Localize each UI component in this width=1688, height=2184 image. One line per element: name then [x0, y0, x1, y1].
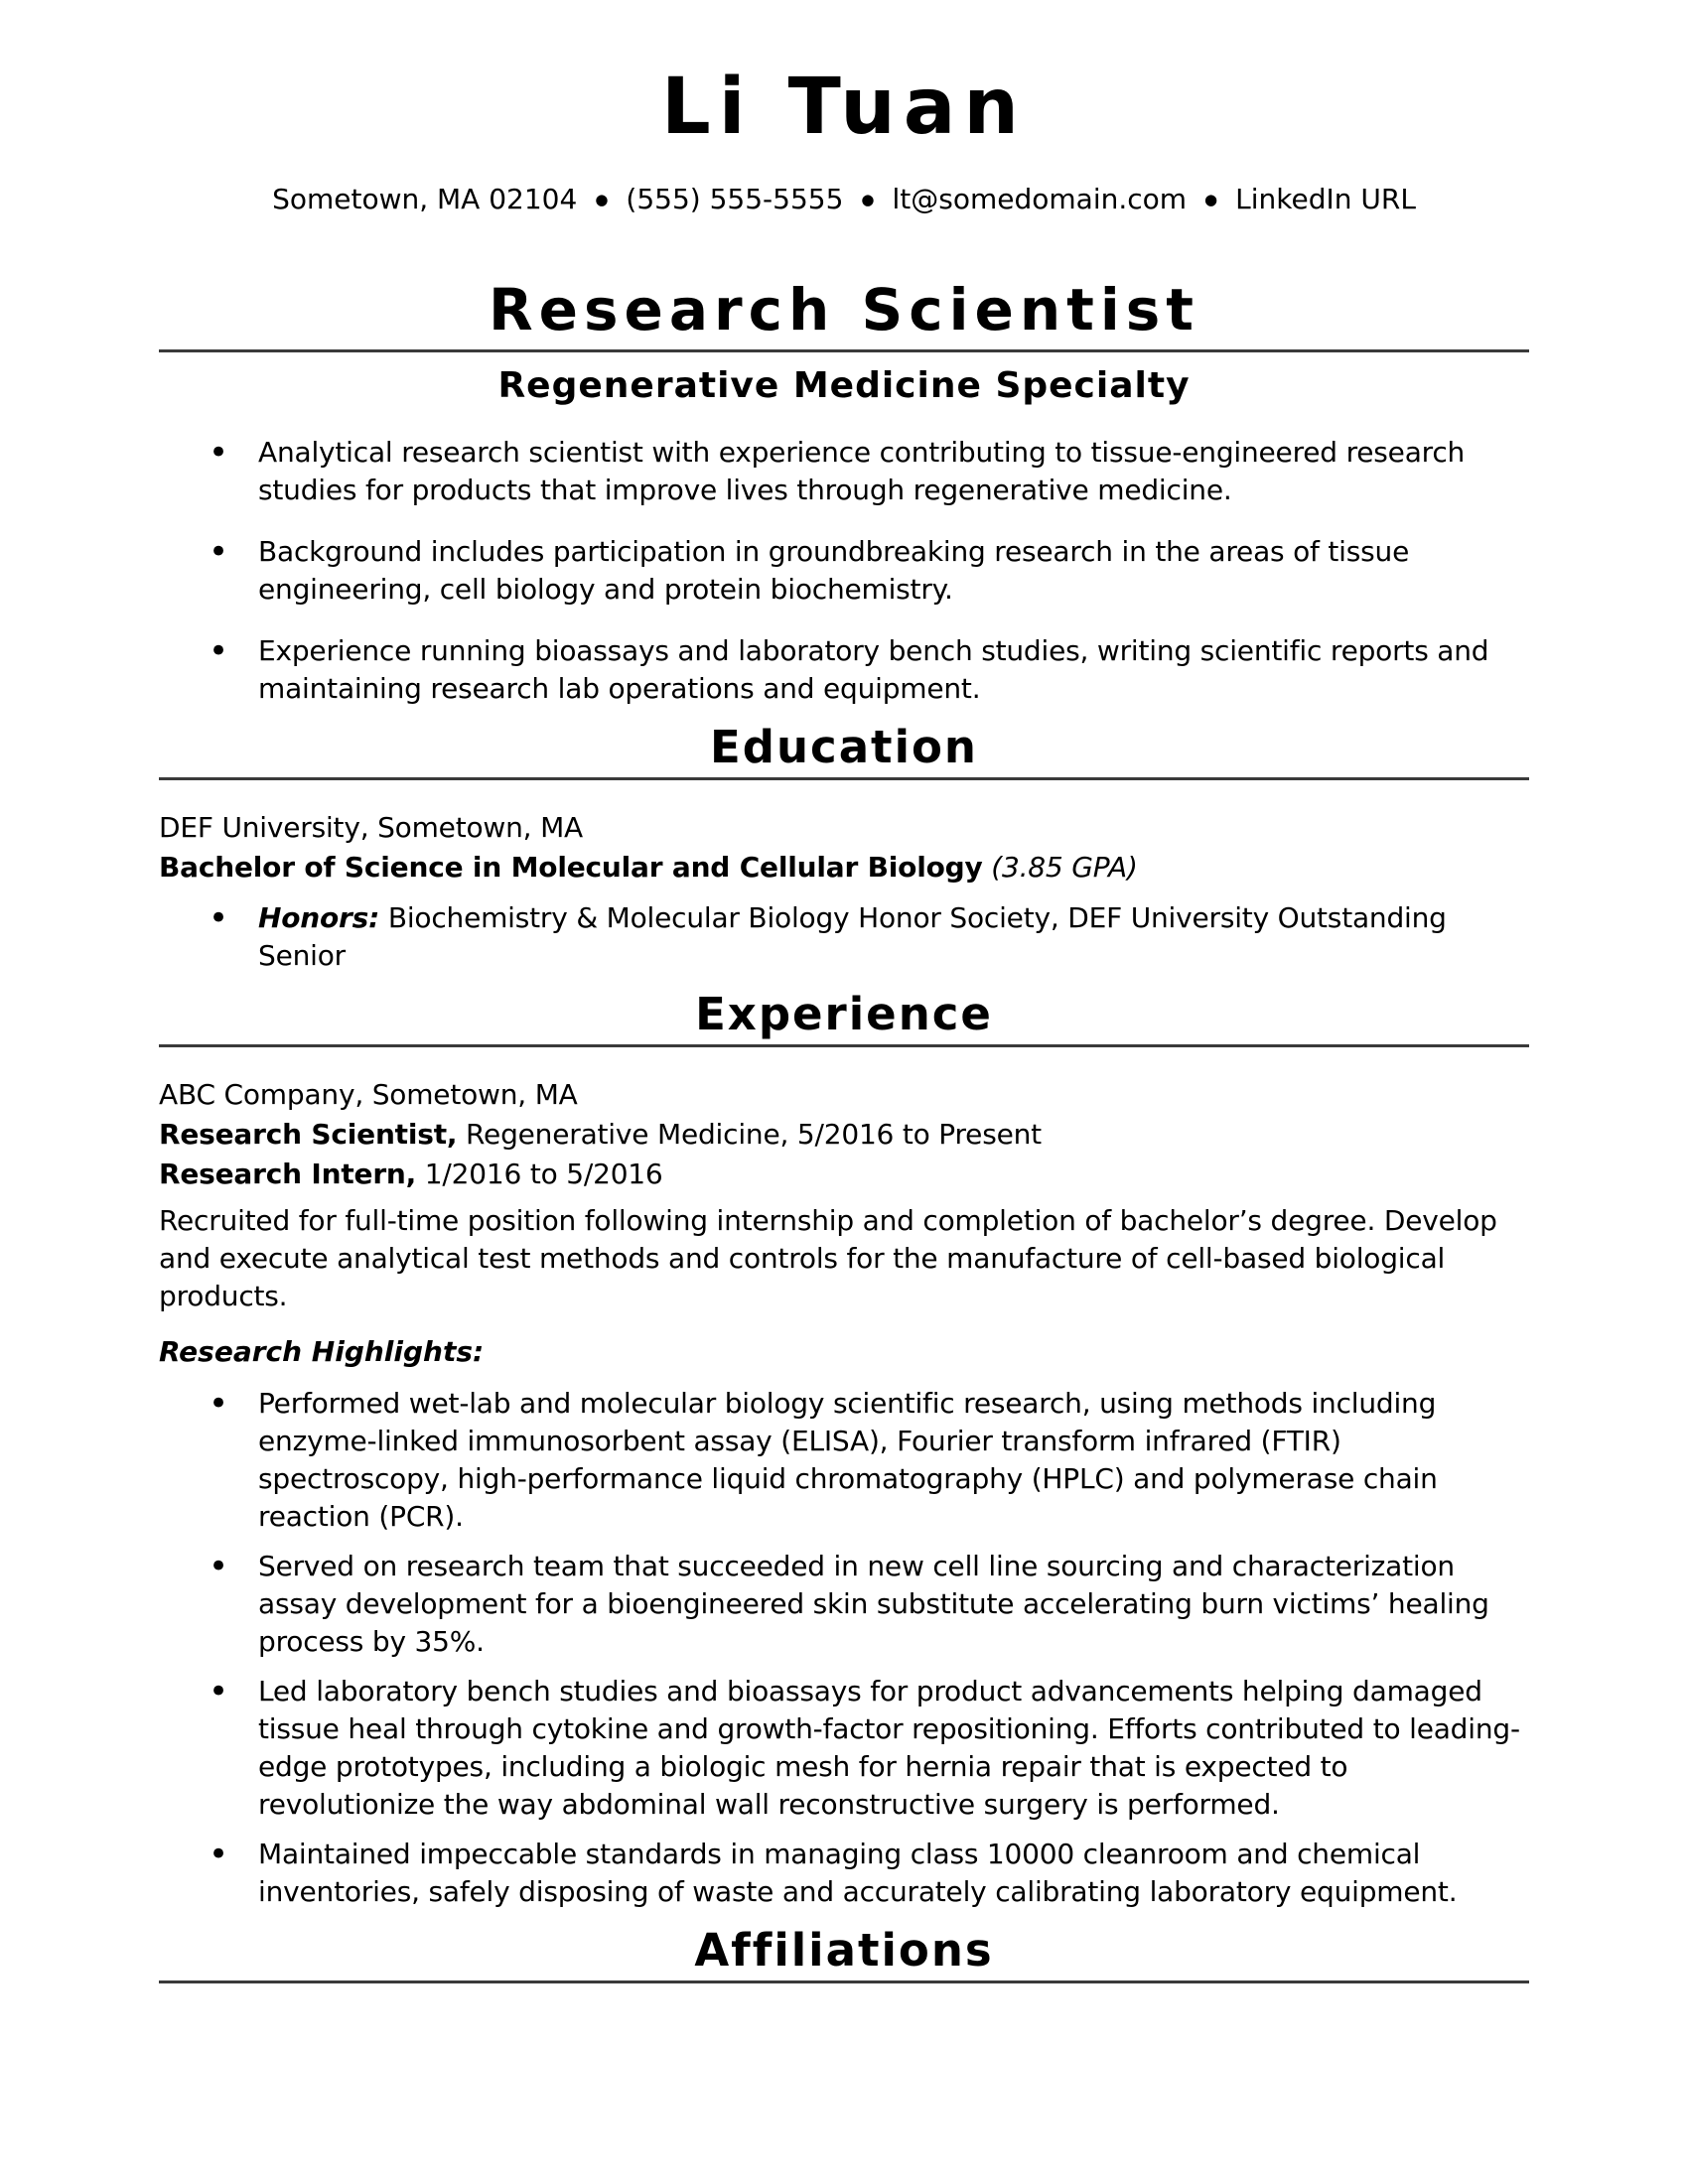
- experience-section: [159, 987, 1529, 1911]
- summary-list: [159, 434, 1529, 708]
- highlight-item: • Led laboratory bench studies and bioassays for product advancements helping damaged tissue heal through cytokine and growth-factor repositioning. Efforts contributed to leading-edge prototypes, including a biologic mesh for hernia repair that is expected to revolutionize the way abdominal wall reconstructive surgery is performed.: [159, 1673, 1529, 1824]
- contact-line: [159, 181, 1529, 218]
- candidate-name: Li Tuan: [661, 63, 1027, 152]
- highlight-item: • Served on research team that succeeded in new cell line sourcing and characterization assay development for a bioengineered skin substitute accelerating burn victims’ healing process by 35%.: [159, 1548, 1529, 1661]
- contact-linkedin: LinkedIn URL: [1235, 183, 1416, 215]
- research-highlights-label: Research Highlights:: [159, 1335, 485, 1368]
- education-honors-item: [159, 899, 1529, 975]
- role-title: Research Scientist,: [159, 1118, 458, 1151]
- summary-item: • Analytical research scientist with experience contributing to tissue-engineered research studies for products that improve lives through regenerative medicine.: [159, 434, 1529, 509]
- divider: [159, 1980, 1529, 1983]
- resume-subtitle: Regenerative Medicine Specialty: [497, 365, 1191, 406]
- role-title: Research Intern,: [159, 1158, 417, 1190]
- summary-item: • Experience running bioassays and laboratory bench studies, writing scientific reports and maintaining research lab operations and equipment.: [159, 632, 1529, 708]
- role-detail: Regenerative Medicine, 5/2016 to Present: [457, 1118, 1042, 1151]
- bullet-separator-icon: ●: [595, 191, 609, 208]
- experience-role: [159, 1115, 1529, 1155]
- contact-phone: (555) 555-5555: [626, 183, 844, 215]
- research-highlights-list: [159, 1385, 1529, 1911]
- contact-email: lt@somedomain.com: [892, 183, 1188, 215]
- education-school: DEF University, Sometown, MA: [159, 811, 583, 844]
- bullet-separator-icon: ●: [1204, 191, 1218, 208]
- degree-gpa: (3.85 GPA): [982, 851, 1138, 884]
- experience-company: ABC Company, Sometown, MA: [159, 1078, 578, 1111]
- highlight-item: • Performed wet-lab and molecular biology scientific research, using methods including enzyme-linked immunosorbent assay (ELISA), Fourier transform infrared (FTIR) spectroscopy, high-performance liquid chromatography (HPLC) and polymerase chain reaction (PCR).: [159, 1385, 1529, 1536]
- section-heading-experience: Experience: [695, 988, 993, 1040]
- degree-name: Bachelor of Science in Molecular and Cellular Biology: [159, 851, 983, 884]
- role-detail: 1/2016 to 5/2016: [416, 1158, 663, 1190]
- bullet-separator-icon: ●: [861, 191, 875, 208]
- education-degree: [159, 848, 1529, 887]
- contact-location: Sometown, MA 02104: [272, 183, 578, 215]
- experience-role: [159, 1155, 1529, 1194]
- highlight-item: • Maintained impeccable standards in managing class 10000 cleanroom and chemical inventories, safely disposing of waste and accurately calibrating laboratory equipment.: [159, 1836, 1529, 1911]
- education-section: [159, 720, 1529, 975]
- section-heading-affiliations: Affiliations: [694, 1924, 994, 1977]
- honors-label: Honors:: [258, 901, 380, 934]
- affiliations-section: [159, 1923, 1529, 1983]
- education-honors-list: [159, 899, 1529, 975]
- summary-item: • Background includes participation in groundbreaking research in the areas of tissue engineering, cell biology and protein biochemistry.: [159, 533, 1529, 609]
- section-heading-education: Education: [710, 721, 978, 773]
- divider: [159, 777, 1529, 780]
- resume-title: Research Scientist: [489, 276, 1199, 343]
- honors-text: Biochemistry & Molecular Biology Honor Society, DEF University Outstanding Senior: [258, 901, 1447, 972]
- resume-header: [159, 60, 1529, 408]
- experience-description: Recruited for full-time position following internship and completion of bachelor’s degree. Develop and execute analytical test methods and controls for the manufacture of cell-based biological products.: [159, 1204, 1497, 1312]
- divider: [159, 349, 1529, 352]
- divider: [159, 1044, 1529, 1047]
